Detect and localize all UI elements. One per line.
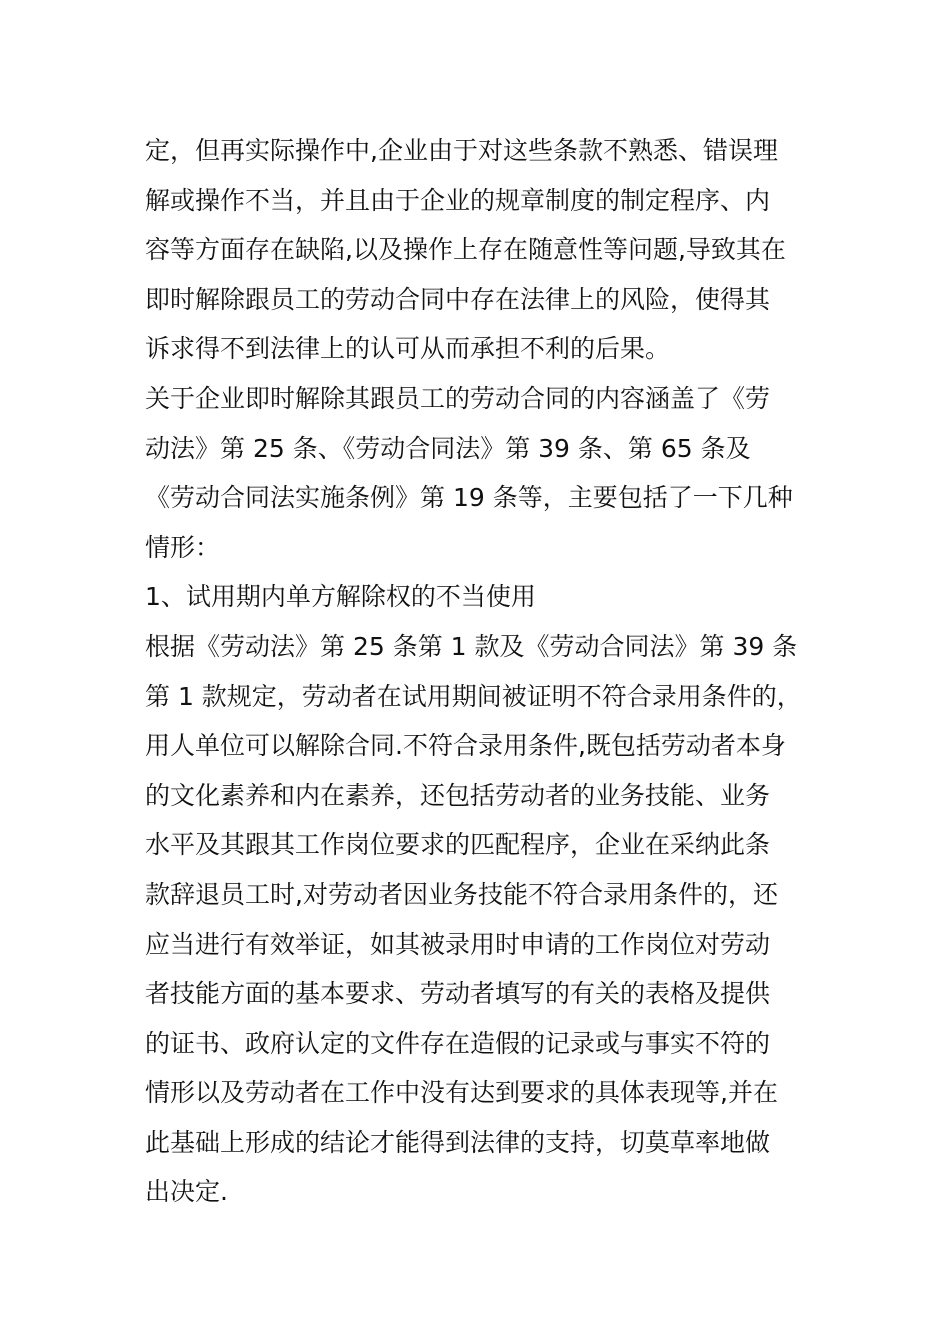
text-line: 出决定. <box>145 1177 228 1207</box>
text-line: 用人单位可以解除合同.不符合录用条件,既包括劳动者本身 <box>145 731 786 761</box>
text-line: 解或操作不当，并且由于企业的规章制度的制定程序、内 <box>145 185 771 215</box>
text-line: 《劳动合同法实施条例》第 19 条等，主要包括了一下几种 <box>145 483 793 513</box>
text-line: 的证书、政府认定的文件存在造假的记录或与事实不符的 <box>145 1028 771 1058</box>
text-line: 关于企业即时解除其跟员工的劳动合同的内容涵盖了《劳 <box>145 383 771 413</box>
text-line: 根据《劳动法》第 25 条第 1 款及《劳动合同法》第 39 条 <box>145 631 798 661</box>
text-line: 容等方面存在缺陷,以及操作上存在随意性等问题,导致其在 <box>145 235 786 265</box>
text-line: 者技能方面的基本要求、劳动者填写的有关的表格及提供 <box>145 979 771 1009</box>
text-line: 的文化素养和内在素养，还包括劳动者的业务技能、业务 <box>145 780 771 810</box>
text-line: 动法》第 25 条、《劳动合同法》第 39 条、第 65 条及 <box>145 433 751 463</box>
text-line: 应当进行有效举证，如其被录用时申请的工作岗位对劳动 <box>145 929 771 959</box>
text-line: 此基础上形成的结论才能得到法律的支持，切莫草率地做 <box>145 1127 771 1157</box>
text-line: 款辞退员工时,对劳动者因业务技能不符合录用条件的，还 <box>145 879 778 909</box>
section-heading: 1、试用期内单方解除权的不当使用 <box>145 582 536 612</box>
text-line: 即时解除跟员工的劳动合同中存在法律上的风险，使得其 <box>145 284 771 314</box>
text-line: 诉求得不到法律上的认可从而承担不利的后果。 <box>145 334 671 364</box>
text-line: 第 1 款规定，劳动者在试用期间被证明不符合录用条件的， <box>145 681 802 711</box>
body-text <box>145 126 825 1217</box>
text-line: 情形以及劳动者在工作中没有达到要求的具体表现等,并在 <box>145 1078 778 1108</box>
text-line: 水平及其跟其工作岗位要求的匹配程序，企业在采纳此条 <box>145 830 771 860</box>
text-line: 情形： <box>145 532 221 562</box>
text-line: 定，但再实际操作中,企业由于对这些条款不熟悉、错误理 <box>145 136 778 165</box>
